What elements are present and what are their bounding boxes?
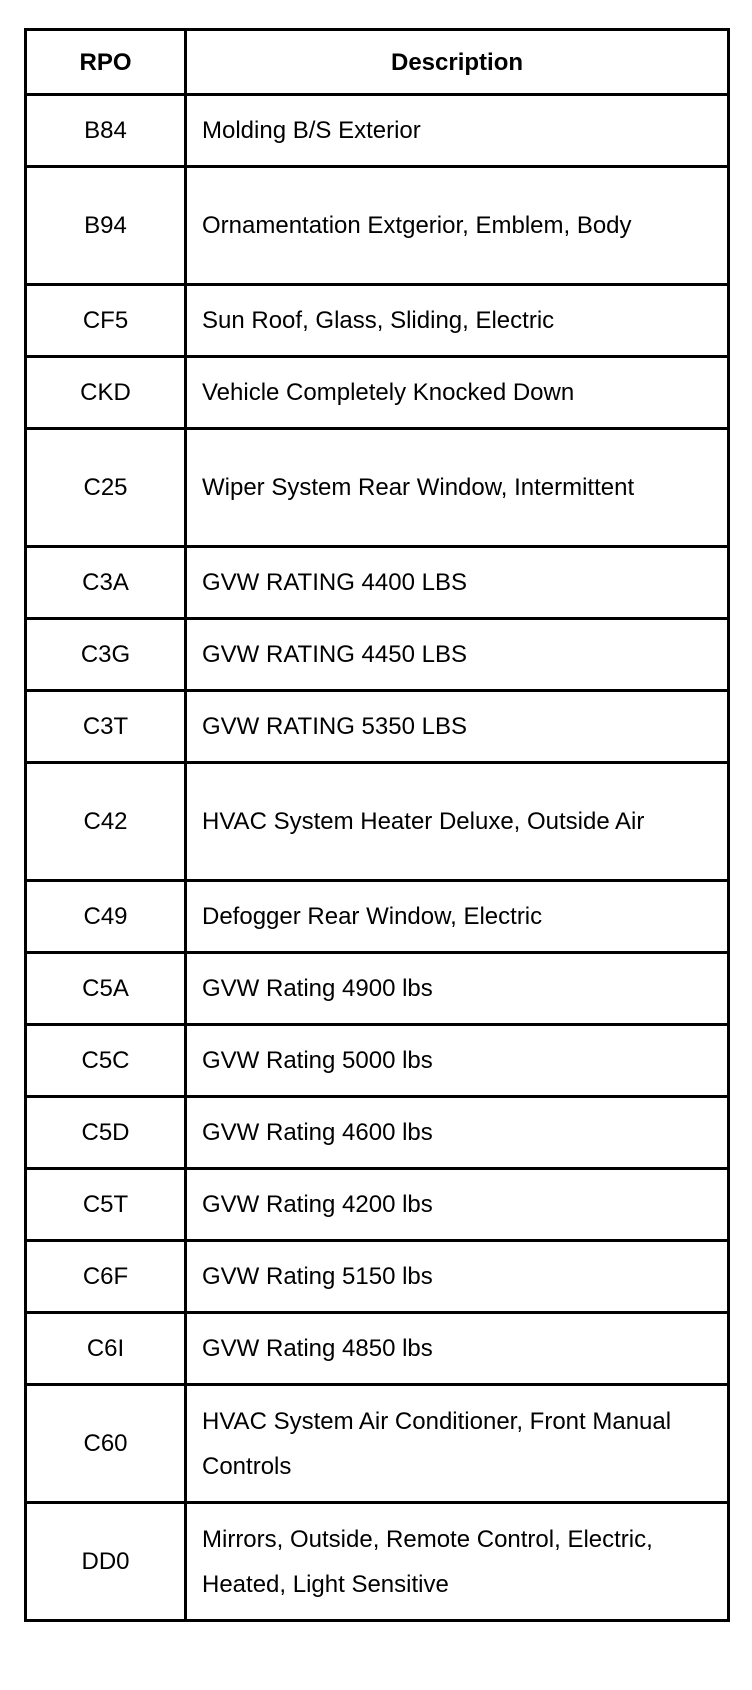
rpo-description: Wiper System Rear Window, Intermittent: [186, 429, 729, 547]
table-row: [26, 763, 729, 881]
rpo-description: Ornamentation Extgerior, Emblem, Body: [186, 167, 729, 285]
rpo-code: CKD: [26, 357, 186, 429]
rpo-code: C6F: [26, 1241, 186, 1313]
rpo-description: GVW Rating 4600 lbs: [186, 1097, 729, 1169]
rpo-code: C3G: [26, 619, 186, 691]
table-row: [26, 167, 729, 285]
table-row: [26, 1313, 729, 1385]
rpo-description: Mirrors, Outside, Remote Control, Electric, Heated, Light Sensitive: [186, 1503, 729, 1621]
rpo-code: C5C: [26, 1025, 186, 1097]
header-row: [26, 30, 729, 95]
rpo-description: GVW Rating 4900 lbs: [186, 953, 729, 1025]
rpo-table: [24, 28, 730, 1622]
rpo-code: C3A: [26, 547, 186, 619]
rpo-description: GVW RATING 4450 LBS: [186, 619, 729, 691]
rpo-code: B84: [26, 95, 186, 167]
rpo-code: C5D: [26, 1097, 186, 1169]
table-row: [26, 619, 729, 691]
table-row: [26, 1025, 729, 1097]
rpo-code: C5A: [26, 953, 186, 1025]
rpo-description: Molding B/S Exterior: [186, 95, 729, 167]
rpo-description: GVW Rating 4200 lbs: [186, 1169, 729, 1241]
table-row: [26, 357, 729, 429]
table-row: [26, 691, 729, 763]
header-rpo: RPO: [26, 30, 186, 95]
rpo-description: Defogger Rear Window, Electric: [186, 881, 729, 953]
rpo-code: CF5: [26, 285, 186, 357]
table-row: [26, 953, 729, 1025]
rpo-code: C3T: [26, 691, 186, 763]
header-description: Description: [186, 30, 729, 95]
rpo-description: GVW RATING 4400 LBS: [186, 547, 729, 619]
rpo-description: GVW Rating 5000 lbs: [186, 1025, 729, 1097]
rpo-code: C25: [26, 429, 186, 547]
table-row: [26, 95, 729, 167]
rpo-code: C42: [26, 763, 186, 881]
table-row: [26, 1503, 729, 1621]
table-row: [26, 1097, 729, 1169]
table-row: [26, 1241, 729, 1313]
table-row: [26, 881, 729, 953]
table-row: [26, 285, 729, 357]
rpo-code: C5T: [26, 1169, 186, 1241]
rpo-description: GVW RATING 5350 LBS: [186, 691, 729, 763]
rpo-description: HVAC System Heater Deluxe, Outside Air: [186, 763, 729, 881]
rpo-code: DD0: [26, 1503, 186, 1621]
rpo-code: C60: [26, 1385, 186, 1503]
table-row: [26, 1169, 729, 1241]
rpo-code: C49: [26, 881, 186, 953]
rpo-description: Vehicle Completely Knocked Down: [186, 357, 729, 429]
rpo-code: B94: [26, 167, 186, 285]
rpo-code: C6I: [26, 1313, 186, 1385]
table-row: [26, 547, 729, 619]
rpo-description: GVW Rating 5150 lbs: [186, 1241, 729, 1313]
rpo-description: GVW Rating 4850 lbs: [186, 1313, 729, 1385]
rpo-description: HVAC System Air Conditioner, Front Manual Controls: [186, 1385, 729, 1503]
table-row: [26, 429, 729, 547]
table-row: [26, 1385, 729, 1503]
rpo-description: Sun Roof, Glass, Sliding, Electric: [186, 285, 729, 357]
